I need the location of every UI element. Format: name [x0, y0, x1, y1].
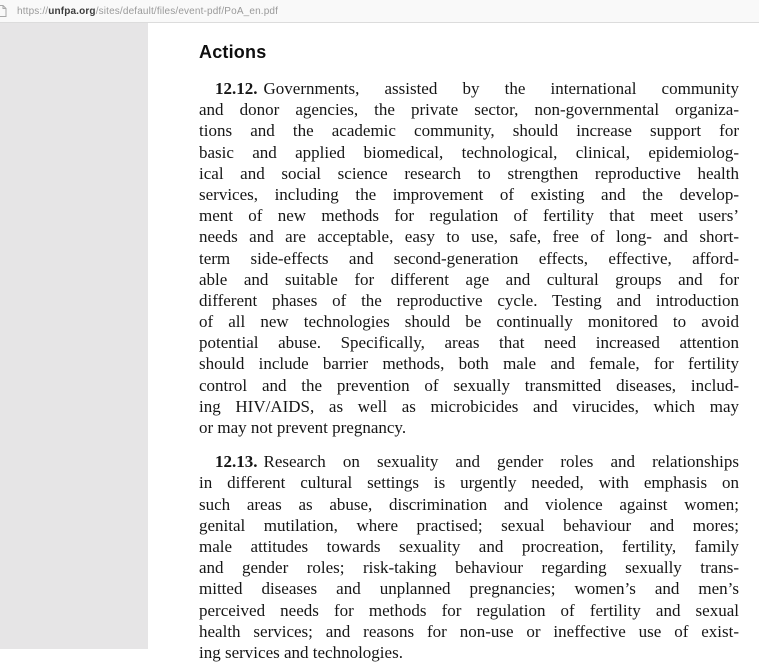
text-line: different phases of the reproductive cycle. Testing and introduction	[199, 290, 739, 310]
text-line: or may not prevent pregnancy.	[199, 418, 407, 437]
text-line: potential abuse. Specifically, areas that need increased attention	[199, 333, 739, 353]
text-line: 12.12. Governments, assisted by the international community	[215, 79, 739, 98]
text-line: mitted diseases and unplanned pregnancies; women’s and men’s	[199, 579, 739, 599]
text-line: needs and are acceptable, easy to use, safe, free of long- and short-	[199, 227, 739, 247]
text-line: in different cultural settings is urgently needed, with emphasis on	[199, 473, 739, 493]
text-line: and gender roles; risk-taking behaviour regarding sexually trans-	[199, 558, 739, 578]
text-line: services, including the improvement of existing and the develop-	[199, 184, 739, 204]
paragraph-number: 12.13.	[215, 452, 258, 472]
browser-url-bar[interactable]	[0, 0, 759, 23]
text-line: ical and social science research to strengthen reproductive health	[199, 163, 739, 183]
text-line: should include barrier methods, both male and female, for fertility	[199, 354, 739, 374]
text-line: 12.13. Research on sexuality and gender roles and relationships	[215, 452, 739, 472]
text-line: ing HIV/AIDS, as well as microbicides and virucides, which may	[199, 396, 739, 416]
text-line: able and suitable for different age and cultural groups and for	[199, 269, 739, 289]
text-line: such areas as abuse, discrimination and violence against women;	[199, 494, 739, 514]
url-text[interactable]	[17, 6, 278, 17]
text-line: control and the prevention of sexually transmitted diseases, includ-	[199, 375, 739, 395]
text-line: tions and the academic community, should increase support for	[199, 121, 739, 141]
url-path: /sites/default/files/event-pdf/PoA_en.pdf	[95, 5, 279, 17]
pdf-paragraph	[199, 451, 739, 663]
pdf-page	[148, 23, 759, 662]
url-domain: unfpa.org	[48, 5, 96, 17]
text-line: ment of new methods for regulation of fertility that meet users’	[199, 206, 739, 226]
text-line: health services; and reasons for non-use or ineffective use of exist-	[199, 621, 739, 641]
pdf-viewer-background	[0, 23, 759, 662]
text-line: ing services and technologies.	[199, 642, 403, 662]
pdf-paragraph	[199, 78, 739, 438]
text-line: of all new technologies should be continually monitored to avoid	[199, 312, 739, 332]
text-line: and donor agencies, the private sector, non-governmental organiza-	[199, 100, 739, 120]
text-line: perceived needs for methods for regulation of fertility and sexual	[199, 600, 739, 620]
text-line: genital mutilation, where practised; sexual behaviour and mores;	[199, 515, 739, 535]
paragraph-number: 12.12.	[215, 79, 258, 98]
document-body	[199, 78, 739, 663]
text-line: male attitudes towards sexuality and procreation, fertility, family	[199, 536, 739, 556]
text-line: term side-effects and second-generation effects, effective, afford-	[199, 248, 739, 268]
document-icon	[0, 4, 9, 18]
section-heading: Actions	[199, 42, 267, 62]
url-scheme: https://	[17, 5, 49, 17]
text-line: basic and applied biomedical, technological, clinical, epidemiolog-	[199, 142, 739, 162]
